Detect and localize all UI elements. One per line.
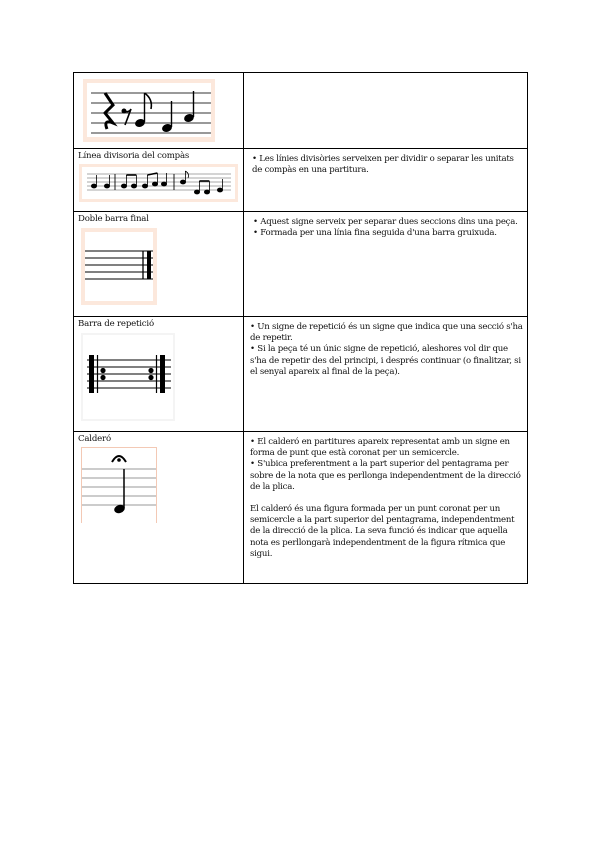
bullet-text: • Si la peça té un únic signe de repetició, aleshores vol dir que s'ha de repetir des del principi, i després continuar (o finalitzar, si el senyal apareix al final de la peça). [250, 344, 521, 377]
description-cell [244, 149, 528, 212]
table-row [74, 432, 528, 584]
paragraph-text: El calderó és una figura formada per un punt coronat per un semicercle a la part superior del pentagrama, independentment de la direcció de la plica. La seva funció és indicar que aquella nota es perllongarà independentment de la figura rítmica que sigui. [250, 504, 515, 559]
term-label: Barra de repetició [78, 319, 154, 329]
symbol-cell [74, 317, 244, 432]
notes-staff-image [83, 79, 215, 142]
bullet-text: • El calderó en partitures apareix representat amb un signe en forma de punt que està coronat per un semicercle. [250, 437, 510, 459]
music-symbols-table [73, 72, 528, 584]
description-cell [244, 212, 528, 317]
symbol-cell [74, 149, 244, 212]
table-row [74, 73, 528, 149]
bullet-text: • Formada per una línia fina seguida d'una barra gruixuda. [253, 228, 497, 239]
fermata-image [81, 447, 157, 523]
term-label: Calderó [78, 434, 111, 444]
bullet-text: • Aquest signe serveix per separar dues seccions dins una peça. [253, 217, 518, 227]
symbol-cell [74, 73, 244, 149]
table-row [74, 149, 528, 212]
bullet-text: • Les línies divisòries serveixen per dividir o separar les unitats de compàs en una partitura. [252, 154, 514, 176]
double-final-bar-image [81, 228, 157, 305]
description-cell [244, 317, 528, 432]
table-row [74, 212, 528, 317]
repeat-bar-image [81, 333, 175, 421]
bullet-text: • S'ubica preferentment a la part superior del pentagrama per sobre de la nota que es perllonga independentment de la direcció de la plica. [250, 459, 521, 492]
term-label: Doble barra final [78, 214, 149, 224]
symbol-cell [74, 212, 244, 317]
description-cell [244, 432, 528, 584]
barline-staff-image [79, 164, 238, 202]
bullet-text: • Un signe de repetició és un signe que indica que una secció s'ha de repetir. [250, 322, 523, 344]
description-cell [244, 73, 528, 149]
term-label: Línea divisoria del compàs [78, 151, 190, 161]
symbol-cell [74, 432, 244, 584]
table-row [74, 317, 528, 432]
